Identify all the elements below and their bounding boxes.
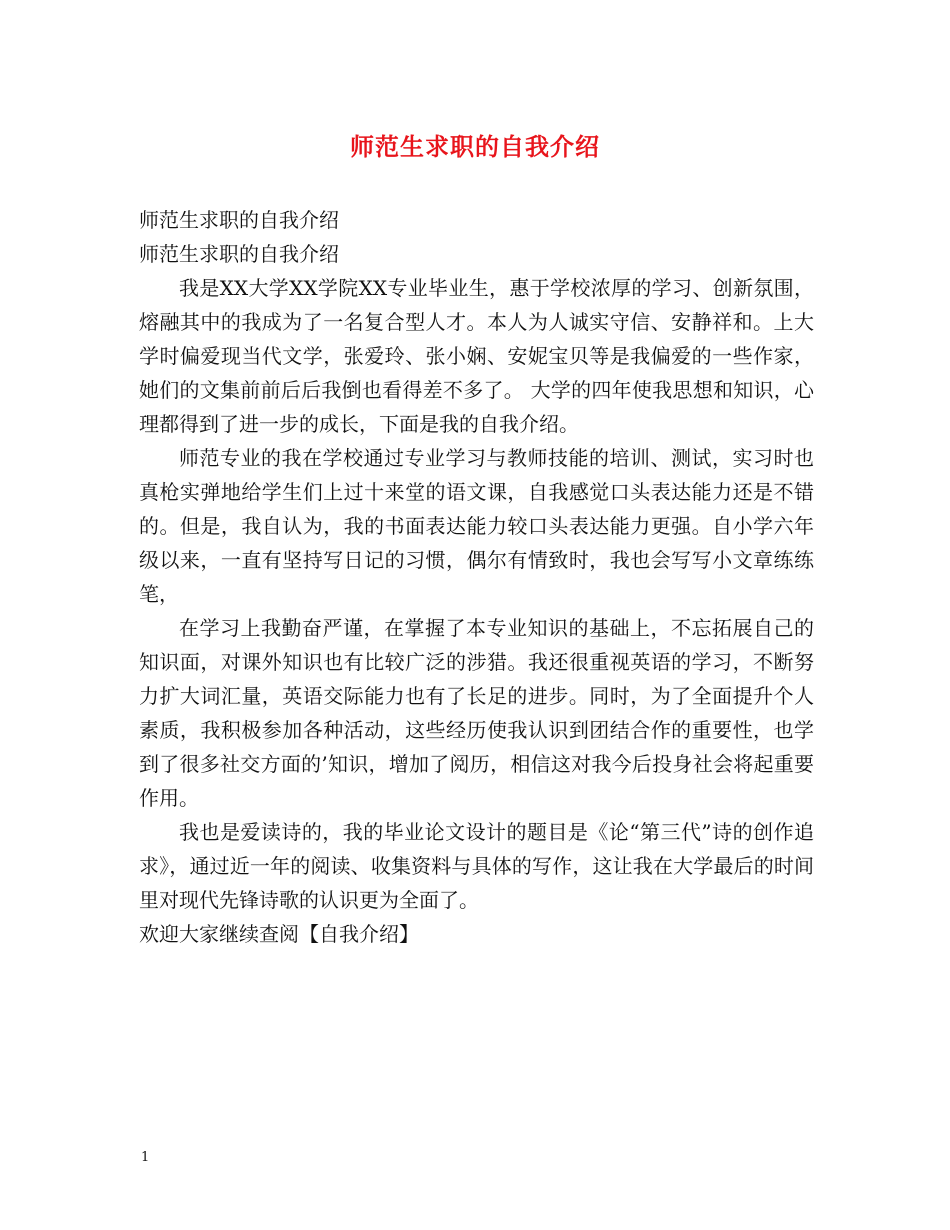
- page-number: 1: [141, 1150, 150, 1165]
- paragraph-poetry-thesis: 我也是爱读诗的，我的毕业论文设计的题目是《论“第三代”诗的创作追求》，通过近一年的阅读、收集资料与具体的写作，这让我在大学最后的时间里对现代先锋诗歌的认识更为全面了。: [139, 820, 814, 912]
- closing-line: 欢迎大家继续查阅【自我介绍】: [139, 922, 419, 946]
- document-body: [139, 203, 814, 951]
- paragraph-teaching-skills: 师范专业的我在学校通过专业学习与教师技能的培训、测试，实习时也真枪实弹地给学生们上过十来堂的语文课，自我感觉口头表达能力还是不错的。但是，我自认为，我的书面表达能力较口头表达能力更强。自小学六年级以来，一直有坚持写日记的习惯，偶尔有情致时，我也会写写小文章练练笔，: [139, 446, 814, 606]
- paragraph-introduction: 我是XX大学XX学院XX专业毕业生，惠于学校浓厚的学习、创新氛围，熔融其中的我成为了一名复合型人才。本人为人诚实守信、安静祥和。上大学时偏爱现当代文学，张爱玲、张小娴、安妮宝贝等是我偏爱的一些作家，她们的文集前前后后我倒也看得差不多了。 大学的四年使我思想和知识，心理都得到了进一步的成长，下面是我的自我介绍。: [139, 276, 814, 436]
- subheading-first: 师范生求职的自我介绍: [139, 208, 339, 232]
- document-title: 师范生求职的自我介绍: [350, 132, 600, 161]
- subheading-second: 师范生求职的自我介绍: [139, 242, 339, 266]
- paragraph-study-attitude: 在学习上我勤奋严谨，在掌握了本专业知识的基础上，不忘拓展自己的知识面，对课外知识也有比较广泛的涉猎。我还很重视英语的学习，不断努力扩大词汇量，英语交际能力也有了长足的进步。同时，为了全面提升个人素质，我积极参加各种活动，这些经历使我认识到团结合作的重要性，也学到了很多社交方面的’知识，增加了阅历，相信这对我今后投身社会将起重要作用。: [139, 616, 814, 810]
